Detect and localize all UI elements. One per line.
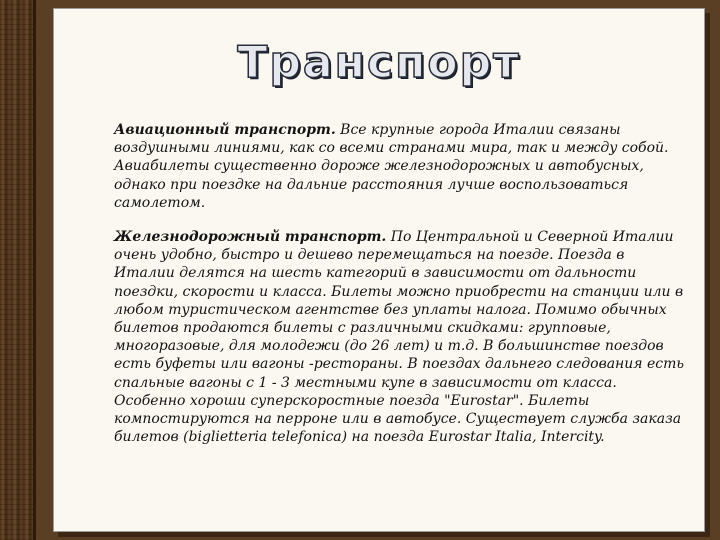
slide-body — [114, 121, 689, 446]
paragraph-text: Все крупные города Италии связаны воздушными линиями, как со всеми странами мира, так и между собой. Авиабилеты существенно дороже железнодорожных и автобусных, однако при поездке на дальние расстояния лучше воспользоваться самолетом. — [114, 122, 669, 211]
paragraph-rail-transport — [114, 228, 689, 446]
slide-page — [53, 8, 705, 532]
paragraph-lead: Авиационный транспорт. — [114, 122, 336, 138]
paragraph-lead: Железнодорожный транспорт. — [114, 229, 387, 246]
wood-border — [0, 0, 36, 540]
paragraph-air-transport — [114, 121, 689, 212]
paragraph-text: По Центральной и Северной Италии очень удобно, быстро и дешево перемещаться на поезде. Поезда в Италии делятся на шесть категорий в зависимости от дальности поездки, скорости и класса. Билеты можно приобрести на станции или в любом туристическом агентстве без уплаты налога. Помимо обычных билетов продаются билеты с различными скидками: групповые, многоразовые, для молодежи (до 26 лет) и т.д. В большинстве поездов есть буфеты или вагоны -рестораны. В поездах дальнего следования есть спальные вагоны с 1 - 3 местными купе в зависимости от класса. Особенно хороши суперскоростные поезда "Eurostar". Билеты компостируются на перроне или в автобусе. Существует служба заказа билетов (biglietteria telefonica) на поезда Eurostar Italia, Intercity. — [114, 229, 685, 446]
slide-title: Транспорт — [237, 37, 521, 88]
